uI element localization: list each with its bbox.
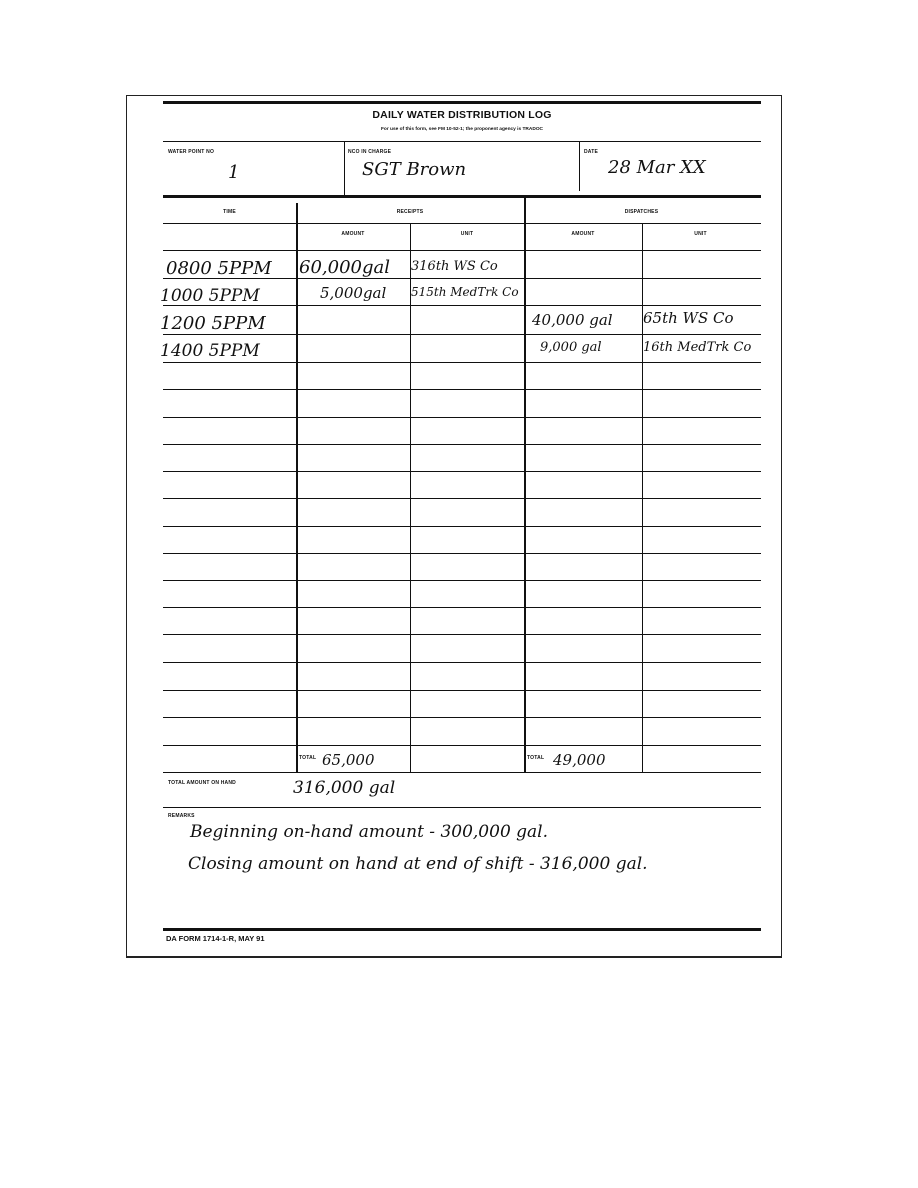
row-rule (163, 772, 761, 773)
entry-2-receipt-amount: 5,000gal (320, 284, 387, 302)
dispatch-unit-header: UNIT (694, 231, 707, 237)
nco-in-charge-label: NCO IN CHARGE (348, 149, 392, 155)
receipt-amount-unit-divider (410, 223, 411, 772)
total-on-hand-label: TOTAL AMOUNT ON HAND (168, 780, 236, 786)
remarks-line-1: Beginning on-hand amount - 300,000 gal. (190, 822, 549, 842)
dispatches-column-header: DISPATCHES (624, 209, 659, 215)
remarks-line-2: Closing amount on hand at end of shift - 316,000 gal. (188, 854, 648, 874)
footer-rule (163, 928, 761, 931)
receipts-column-header: RECEIPTS (396, 209, 424, 215)
title-top-rule (163, 101, 761, 104)
row-rule (163, 607, 761, 608)
row-rule (163, 745, 761, 746)
receipts-dispatches-divider (524, 197, 526, 772)
column-header-rule (163, 223, 761, 224)
form-number: DA FORM 1714-1-R, MAY 91 (166, 934, 265, 943)
entry-1-time: 0800 5PPM (166, 258, 272, 279)
row-rule (163, 690, 761, 691)
row-rule (163, 580, 761, 581)
row-rule (163, 662, 761, 663)
receipts-total-label: TOTAL (299, 755, 317, 761)
entry-3-dispatch-unit: 65th WS Co (643, 309, 734, 327)
form-subtitle: For use of this form, see FM 10-52-1; the proponent agency is TRADOC (380, 127, 544, 132)
total-on-hand-value: 316,000 gal (293, 778, 396, 798)
row-rule (163, 417, 761, 418)
entry-2-receipt-unit: 515th MedTrk Co (411, 285, 519, 299)
row-rule (163, 634, 761, 635)
entry-3-dispatch-amount: 40,000 gal (532, 311, 613, 329)
receipt-unit-header: UNIT (460, 231, 474, 237)
nco-in-charge-value: SGT Brown (362, 159, 467, 180)
row-rule (163, 553, 761, 554)
row-rule (163, 334, 761, 335)
date-value: 28 Mar XX (608, 157, 706, 178)
subheader-rule (163, 250, 761, 251)
time-column-header: TIME (223, 209, 236, 215)
entry-4-dispatch-unit: 16th MedTrk Co (643, 340, 752, 355)
dispatches-total-value: 49,000 (553, 751, 606, 769)
title-bottom-rule (163, 141, 761, 142)
date-label: DATE (584, 149, 599, 155)
receipt-amount-header: AMOUNT (341, 231, 365, 237)
entry-4-dispatch-amount: 9,000 gal (540, 340, 602, 355)
row-rule (163, 389, 761, 390)
row-rule (163, 444, 761, 445)
entry-3-time: 1200 5PPM (160, 313, 266, 334)
header-bottom-rule (163, 195, 761, 198)
entry-4-time: 1400 5PPM (160, 341, 260, 361)
time-column-divider (296, 203, 298, 772)
row-rule (163, 471, 761, 472)
form-title: DAILY WATER DISTRIBUTION LOG (372, 109, 552, 121)
entry-2-time: 1000 5PPM (160, 286, 260, 306)
row-rule (163, 717, 761, 718)
entry-1-receipt-unit: 316th WS Co (411, 259, 498, 274)
water-point-no-label: WATER POINT NO (168, 149, 215, 155)
header-divider-2 (579, 141, 580, 191)
entry-1-receipt-amount: 60,000gal (299, 257, 390, 278)
remarks-top-rule (163, 807, 761, 808)
dispatches-total-label: TOTAL (527, 755, 545, 761)
receipts-total-value: 65,000 (322, 751, 375, 769)
dispatch-amount-header: AMOUNT (571, 231, 595, 237)
water-point-no-value: 1 (228, 162, 240, 183)
remarks-label: REMARKS (168, 813, 195, 819)
row-rule (163, 498, 761, 499)
dispatch-amount-unit-divider (642, 223, 643, 772)
row-rule (163, 526, 761, 527)
header-divider-1 (344, 141, 345, 195)
row-rule (163, 362, 761, 363)
